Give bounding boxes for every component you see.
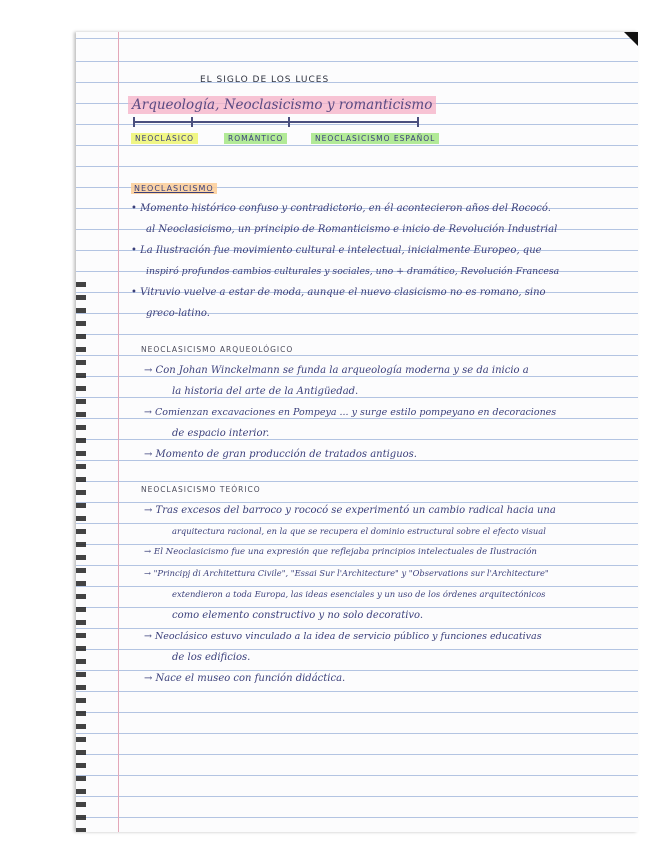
page-corner	[624, 32, 638, 46]
note-line: de espacio interior.	[172, 428, 270, 439]
note-line: arquitectura racional, en la que se recupera el dominio estructural sobre el efecto visual	[172, 526, 546, 536]
section-heading-neoclasicismo: NEOCLASICISMO	[131, 183, 217, 194]
note-line: → El Neoclasicismo fue una expresión que reflejaba principios intelectuales de Ilustración	[144, 547, 537, 557]
note-line: • La Ilustración fue movimiento cultural e intelectual, inicialmente Europeo, que	[131, 245, 542, 256]
timeline-tick	[133, 117, 135, 127]
timeline-label-romantico: ROMÁNTICO	[224, 133, 287, 144]
note-line: → Con Johan Winckelmann se funda la arqueología moderna y se da inicio a	[144, 365, 529, 376]
page-title: Arqueología, Neoclasicismo y romanticismo	[128, 96, 436, 114]
note-line: → Nace el museo con función didáctica.	[144, 673, 346, 684]
note-line: al Neoclasicismo, un principio de Romanticismo e inicio de Revolución Industrial	[146, 224, 558, 235]
timeline-tick	[191, 117, 193, 127]
note-line: → Comienzan excavaciones en Pompeya ... y surge estilo pompeyano en decoraciones	[144, 407, 557, 418]
topic-heading: EL SIGLO DE LOS LUCES	[200, 75, 330, 85]
section-heading-arqueologico: NEOCLASICISMO ARQUEOLÓGICO	[141, 345, 294, 354]
note-line: la historia del arte de la Antigüedad.	[172, 386, 359, 397]
note-line: → Neoclásico estuvo vinculado a la idea de servicio público y funciones educativas	[144, 631, 542, 642]
timeline-tick	[417, 117, 419, 127]
note-line: → Tras excesos del barroco y rococó se experimentó un cambio radical hacia una	[144, 505, 556, 516]
timeline-label-neoclasico: NEOCLÁSICO	[131, 133, 198, 144]
binding-holes	[76, 282, 86, 832]
timeline-bar	[133, 121, 419, 123]
note-line: → Momento de gran producción de tratados antiguos.	[144, 449, 417, 460]
note-line: → "Principj di Architettura Civile", "Essai Sur l'Architecture" y "Observations sur l'Architecture"	[144, 568, 549, 578]
note-line: • Momento histórico confuso y contradictorio, en él acontecieron años del Rococó.	[131, 203, 551, 214]
note-line: • Vitruvio vuelve a estar de moda, aunque el nuevo clasicismo no es romano, sino	[131, 287, 546, 298]
margin-line	[118, 32, 119, 832]
note-line: como elemento constructivo y no solo decorativo.	[172, 610, 424, 621]
note-line: inspiró profundos cambios culturales y sociales, uno + dramático, Revolución Francesa	[146, 266, 560, 277]
section-heading-teorico: NEOCLASICISMO TEÓRICO	[141, 485, 261, 494]
note-line: greco-latino.	[146, 308, 210, 319]
notebook-page	[76, 32, 638, 832]
note-line: extendieron a toda Europa, las ideas esenciales y un uso de los órdenes arquitectónicos	[172, 589, 546, 599]
timeline-tick	[288, 117, 290, 127]
timeline-label-neoclasicismo-espanol: NEOCLASICISMO ESPAÑOL	[311, 133, 439, 144]
note-line: de los edificios.	[172, 652, 251, 663]
